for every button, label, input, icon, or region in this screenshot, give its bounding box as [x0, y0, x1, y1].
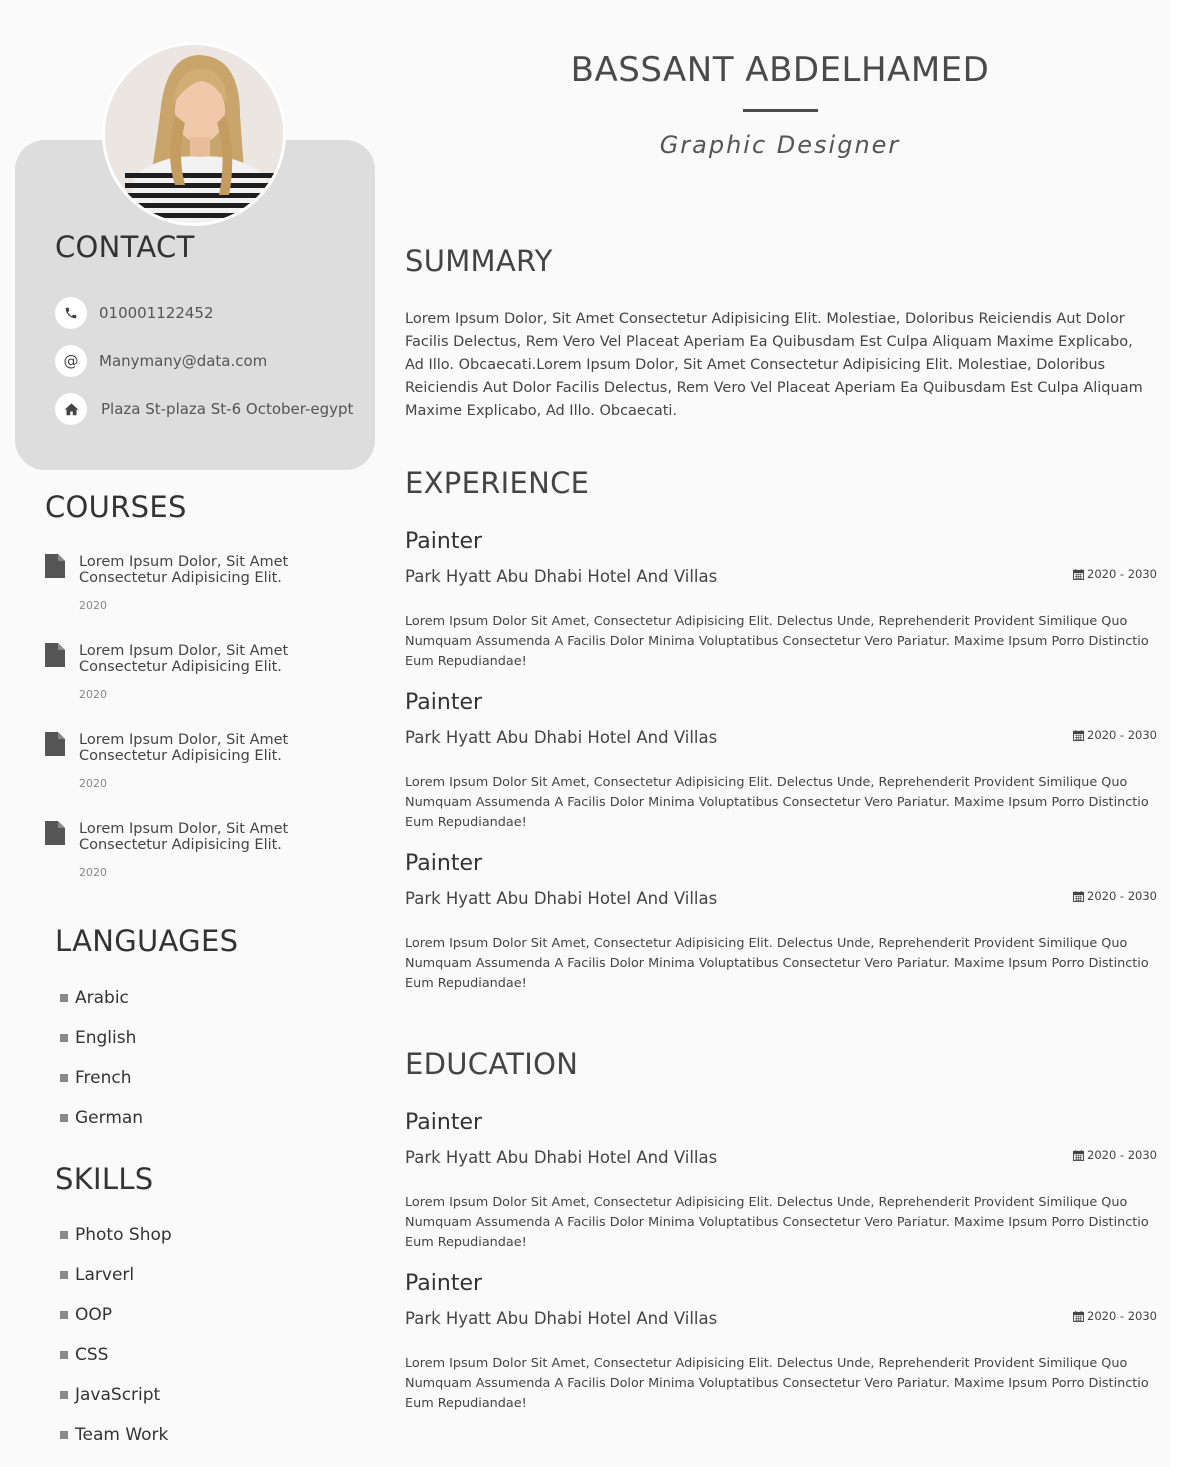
- entry-description: Lorem Ipsum Dolor Sit Amet, Consectetur Adipisicing Elit. Delectus Unde, Reprehenderit Provident Similique Quo Numquam Assumenda A Facilis Dolor Minima Voluptatibus Consectetur Vero Pariatur. Maxime Ipsum Porro Distinctio Eum Repudiandae!: [405, 614, 1149, 669]
- course-year: 2020: [79, 599, 107, 612]
- entry-dates: [1073, 567, 1157, 581]
- entry-organization: Park Hyatt Abu Dhabi Hotel And Villas: [405, 1148, 718, 1167]
- summary-text: Lorem Ipsum Dolor, Sit Amet Consectetur Adipisicing Elit. Molestiae, Doloribus Reiciendis Aut Dolor Facilis Delectus, Rem Vero Vel Placeat Aperiam Ea Quibusdam Est Culpa Aliquam Maxime Explicabo, Ad Illo. Obcaecati.Lorem Ipsum Dolor, Sit Amet Consectetur Adipisicing Elit. Molestiae, Doloribus Reiciendis Aut Dolor Facilis Delectus, Rem Vero Vel Placeat Aperiam Ea Quibusdam Est Culpa Aliquam Maxime Explicabo, Ad Illo. Obcaecati.: [405, 311, 1143, 419]
- entry-role: Painter: [405, 1110, 483, 1135]
- language-item: French: [60, 1058, 143, 1098]
- entry-role: Painter: [405, 851, 483, 876]
- entry-organization: Park Hyatt Abu Dhabi Hotel And Villas: [405, 567, 718, 586]
- person-name: BASSANT ABDELHAMED: [570, 50, 990, 90]
- course-year: 2020: [79, 866, 107, 879]
- calendar-icon: [1073, 569, 1084, 580]
- course-title: Lorem Ipsum Dolor, Sit Amet Consectetur Adipisicing Elit.: [79, 643, 289, 675]
- entry-organization: Park Hyatt Abu Dhabi Hotel And Villas: [405, 728, 718, 747]
- skill-item: JavaScript: [60, 1375, 172, 1415]
- skill-item: Team Work: [60, 1415, 172, 1455]
- contact-address-row: [55, 393, 353, 425]
- languages-heading: LANGUAGES: [55, 924, 239, 958]
- entry-dates: [1073, 1148, 1157, 1162]
- contact-phone-row: [55, 297, 214, 329]
- calendar-icon: [1073, 1311, 1084, 1322]
- entry-description: Lorem Ipsum Dolor Sit Amet, Consectetur Adipisicing Elit. Delectus Unde, Reprehenderit Provident Similique Quo Numquam Assumenda A Facilis Dolor Minima Voluptatibus Consectetur Vero Pariatur. Maxime Ipsum Porro Distinctio Eum Repudiandae!: [405, 775, 1149, 830]
- name-divider: [743, 109, 818, 112]
- education-heading: EDUCATION: [405, 1047, 579, 1081]
- entry-role: Painter: [405, 529, 483, 554]
- home-icon: [55, 393, 87, 425]
- phone-icon: [55, 297, 87, 329]
- entry-dates-text: 2020 - 2030: [1087, 1309, 1157, 1323]
- entry-organization: Park Hyatt Abu Dhabi Hotel And Villas: [405, 889, 718, 908]
- languages-list: [60, 978, 143, 1138]
- course-year: 2020: [79, 688, 107, 701]
- entry-dates-text: 2020 - 2030: [1087, 728, 1157, 742]
- language-item: English: [60, 1018, 143, 1058]
- skills-heading: SKILLS: [55, 1162, 154, 1196]
- entry-organization: Park Hyatt Abu Dhabi Hotel And Villas: [405, 1309, 718, 1328]
- contact-email: Manymany@data.com: [99, 352, 268, 370]
- file-icon: [45, 732, 65, 756]
- courses-heading: COURSES: [45, 490, 187, 524]
- entry-description: Lorem Ipsum Dolor Sit Amet, Consectetur Adipisicing Elit. Delectus Unde, Reprehenderit Provident Similique Quo Numquam Assumenda A Facilis Dolor Minima Voluptatibus Consectetur Vero Pariatur. Maxime Ipsum Porro Distinctio Eum Repudiandae!: [405, 1195, 1149, 1250]
- entry-dates-text: 2020 - 2030: [1087, 889, 1157, 903]
- file-icon: [45, 554, 65, 578]
- skill-item: Photo Shop: [60, 1215, 172, 1255]
- language-item: Arabic: [60, 978, 143, 1018]
- contact-phone: 010001122452: [99, 304, 214, 322]
- entry-dates-text: 2020 - 2030: [1087, 1148, 1157, 1162]
- profile-photo: [102, 42, 286, 226]
- contact-email-row: [55, 345, 267, 377]
- entry-description: Lorem Ipsum Dolor Sit Amet, Consectetur Adipisicing Elit. Delectus Unde, Reprehenderit Provident Similique Quo Numquam Assumenda A Facilis Dolor Minima Voluptatibus Consectetur Vero Pariatur. Maxime Ipsum Porro Distinctio Eum Repudiandae!: [405, 936, 1149, 991]
- skill-item: OOP: [60, 1295, 172, 1335]
- file-icon: [45, 643, 65, 667]
- calendar-icon: [1073, 1150, 1084, 1161]
- language-item: German: [60, 1098, 143, 1138]
- skill-item: CSS: [60, 1335, 172, 1375]
- entry-dates: [1073, 1309, 1157, 1323]
- entry-dates: [1073, 889, 1157, 903]
- entry-description: Lorem Ipsum Dolor Sit Amet, Consectetur Adipisicing Elit. Delectus Unde, Reprehenderit Provident Similique Quo Numquam Assumenda A Facilis Dolor Minima Voluptatibus Consectetur Vero Pariatur. Maxime Ipsum Porro Distinctio Eum Repudiandae!: [405, 1356, 1149, 1411]
- contact-heading: CONTACT: [55, 230, 195, 264]
- course-title: Lorem Ipsum Dolor, Sit Amet Consectetur Adipisicing Elit.: [79, 821, 289, 853]
- calendar-icon: [1073, 730, 1084, 741]
- profile-photo-illustration: [105, 45, 286, 226]
- course-year: 2020: [79, 777, 107, 790]
- entry-role: Painter: [405, 690, 483, 715]
- entry-dates-text: 2020 - 2030: [1087, 567, 1157, 581]
- job-title: Graphic Designer: [659, 131, 901, 159]
- course-title: Lorem Ipsum Dolor, Sit Amet Consectetur Adipisicing Elit.: [79, 732, 289, 764]
- entry-dates: [1073, 728, 1157, 742]
- skills-list: [60, 1215, 172, 1455]
- summary-heading: SUMMARY: [405, 244, 553, 278]
- contact-address: Plaza St-plaza St-6 October-egypt: [101, 400, 354, 418]
- experience-heading: EXPERIENCE: [405, 466, 590, 500]
- course-title: Lorem Ipsum Dolor, Sit Amet Consectetur Adipisicing Elit.: [79, 554, 289, 586]
- file-icon: [45, 821, 65, 845]
- entry-role: Painter: [405, 1271, 483, 1296]
- calendar-icon: [1073, 891, 1084, 902]
- at-sign-icon: @: [55, 345, 87, 377]
- skill-item: Larverl: [60, 1255, 172, 1295]
